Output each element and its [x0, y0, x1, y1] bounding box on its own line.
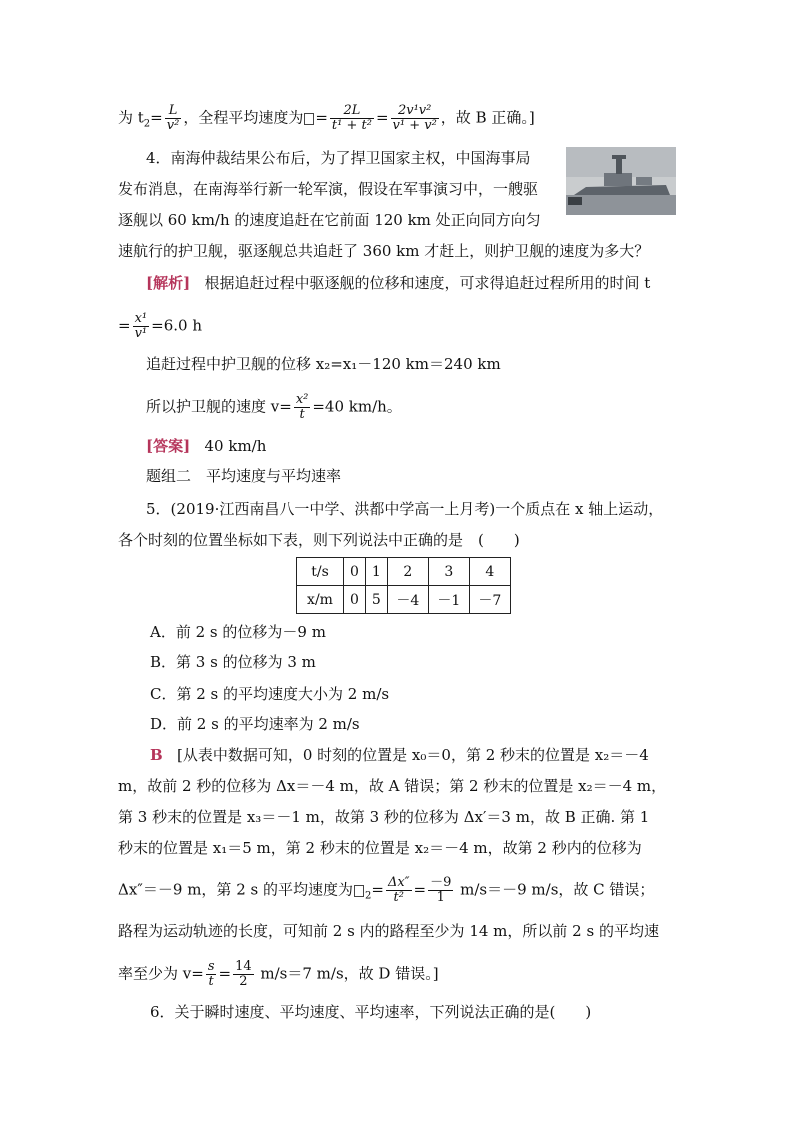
answer-choice: B: [150, 746, 163, 764]
q4-analysis-line-3: 追赶过程中护卫舰的位移 x₂=x₁－120 km＝240 km: [146, 355, 501, 373]
table-cell: －1: [428, 586, 469, 614]
q4-line-2: 发布消息，在南海举行新一轮军演，假设在军事演习中，一艘驱: [118, 180, 539, 198]
q4-answer-line: [答案] 40 km/h: [146, 437, 267, 455]
table-cell: 2: [387, 558, 428, 586]
answer-tag: [答案]: [146, 437, 191, 455]
table-row: [297, 586, 511, 614]
q5-line-2: 各个时刻的位置坐标如下表，则下列说法中正确的是 ( ): [118, 531, 520, 549]
table-header-cell: t/s: [297, 558, 344, 586]
q5-explanation-line-7: 率至少为 v= $\frac{s}{t}$ = $\frac{14}{2}$ m/s＝7 m/s，故 D 错误。]: [118, 959, 439, 989]
q4-analysis-line-1: [解析] 根据追赶过程中驱逐舰的位移和速度，可求得追赶过程所用的时间 t: [146, 274, 651, 292]
placeholder-box-icon: [304, 113, 314, 125]
q4-analysis-line-4: 所以护卫舰的速度 v= $\frac{\text{x²}}{t}$ =40 km/h。: [146, 392, 402, 422]
q4-line-1: 4．南海仲裁结果公布后，为了捍卫国家主权，中国海事局: [146, 149, 531, 167]
position-table: [296, 557, 511, 614]
table-cell: －4: [387, 586, 428, 614]
q5-option-b: B．第 3 s 的位移为 3 m: [150, 653, 316, 671]
q5-explanation-line-5: Δx″＝－9 m，第 2 s 的平均速度为 $_2$= $\frac{\Delta x''}{\text{t²}}$ = $\frac{-9}{1}$ m/s＝－9 m/s，故 C 错误；: [118, 875, 655, 905]
table-cell: 1: [365, 558, 387, 586]
table-cell: 0: [344, 558, 366, 586]
table-cell: 4: [469, 558, 510, 586]
q5-explanation-line-1: B [从表中数据可知，0 时刻的位置是 x₀＝0，第 2 秒末的位置是 x₂＝－4: [150, 746, 649, 764]
table-header-cell: x/m: [297, 586, 344, 614]
q5-explanation-line-4: 秒末的位置是 x₁＝5 m，第 2 秒末的位置是 x₂＝－4 m，故第 2 秒内的位移为: [118, 839, 642, 857]
q3-tail-line: 为 $t_2=$ $\frac{L}{\text{v²}}$ ，全程平均速度为 = $\frac{2L}{\text{t¹ + t²}}$ = $\frac{\text{2v¹v²}}{\text{v¹ + v²}}$ ，故 B 正确。]: [118, 103, 535, 133]
table-cell: 0: [344, 586, 366, 614]
placeholder-box-icon: [354, 885, 364, 897]
table-cell: 5: [365, 586, 387, 614]
group2-heading: 题组二 平均速度与平均速率: [146, 467, 342, 485]
analysis-tag: [解析]: [146, 274, 191, 292]
q6-line: 6．关于瞬时速度、平均速度、平均速率，下列说法正确的是( ): [150, 1003, 592, 1021]
q4-line-3: 逐舰以 60 km/h 的速度追赶在它前面 120 km 处正向同方向匀: [118, 211, 541, 229]
q5-option-c: C．第 2 s 的平均速度大小为 2 m/s: [150, 685, 390, 703]
q5-option-d: D．前 2 s 的平均速率为 2 m/s: [150, 715, 360, 733]
q5-explanation-line-3: 第 3 秒末的位置是 x₃＝－1 m，故第 3 秒的位移为 Δx′＝3 m，故 B 正确. 第 1: [118, 808, 650, 826]
q5-explanation-line-2: m，故前 2 秒的位移为 Δx＝－4 m，故 A 错误；第 2 秒末的位置是 x₂＝－4 m，: [118, 777, 667, 795]
q4-analysis-line-2: = $\frac{\text{x¹}}{\text{v¹}}$ =6.0 h: [118, 311, 202, 341]
q5-option-a: A．前 2 s 的位移为－9 m: [150, 623, 326, 641]
q5-line-1: 5．(2019·江西南昌八一中学、洪都中学高一上月考)一个质点在 x 轴上运动，: [146, 500, 664, 518]
q5-explanation-line-6: 路程为运动轨迹的长度，可知前 2 s 内的路程至少为 14 m，所以前 2 s 的平均速: [118, 922, 659, 940]
table-row: [297, 558, 511, 586]
table-cell: －7: [469, 586, 510, 614]
table-cell: 3: [428, 558, 469, 586]
q4-line-4: 速航行的护卫舰，驱逐舰总共追赶了 360 km 才赶上，则护卫舰的速度为多大？: [118, 242, 650, 260]
warship-photo: [566, 147, 676, 215]
